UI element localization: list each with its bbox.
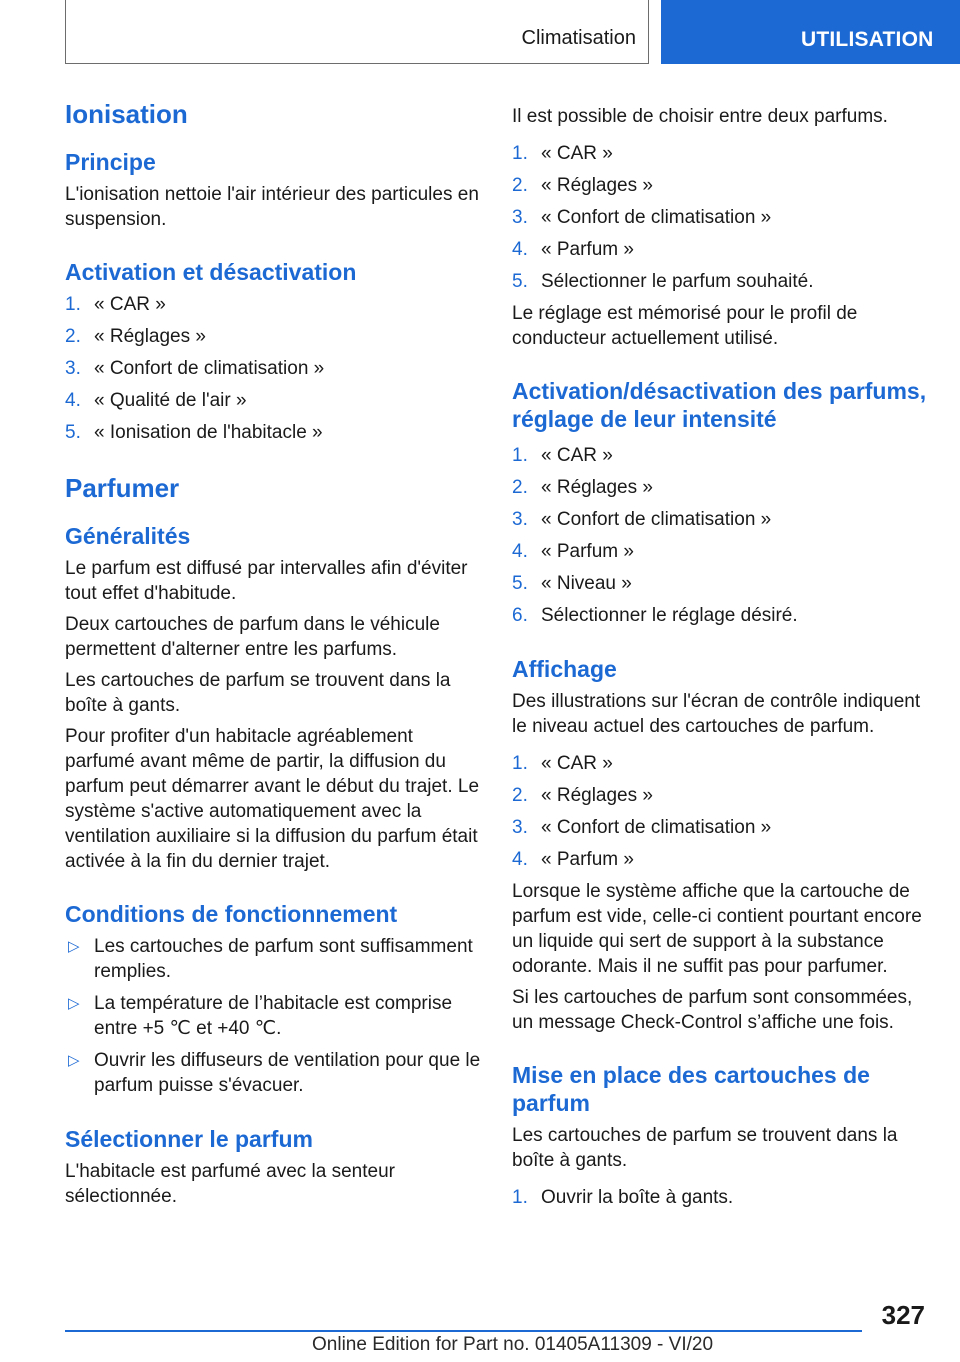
step-item bbox=[65, 292, 481, 317]
mise-heading: Mise en place des cartouches de parfum bbox=[512, 1062, 870, 1116]
ionisation-heading: Ionisation bbox=[65, 99, 188, 129]
step-item bbox=[512, 539, 932, 564]
generalites-heading: Généralités bbox=[65, 523, 191, 549]
item-text: Les cartouches de parfum sont suffisamment remplies. bbox=[94, 936, 473, 982]
step-number: 5. bbox=[512, 573, 528, 594]
item-text: « Confort de climatisation » bbox=[94, 358, 325, 379]
generalites-text-2: Deux cartouches de parfum dans le véhicule permettent d'alterner entre les parfums. bbox=[65, 614, 440, 660]
bullet-item bbox=[65, 1048, 481, 1098]
item-text: « Confort de climatisation » bbox=[541, 207, 772, 228]
step-item bbox=[512, 507, 932, 532]
item-text: « Qualité de l'air » bbox=[94, 390, 247, 411]
step-item bbox=[512, 237, 932, 262]
item-text: « Réglages » bbox=[541, 477, 653, 498]
item-text: Ouvrir la boîte à gants. bbox=[541, 1187, 734, 1208]
step-number: 1. bbox=[512, 1187, 528, 1208]
footer-edition-text: Online Edition for Part no. 01405A11309 - VI/20 bbox=[312, 1334, 714, 1355]
item-text: « Ionisation de l'habitacle » bbox=[94, 422, 323, 443]
triangle-bullet-icon: ▷ bbox=[68, 938, 80, 955]
step-number: 1. bbox=[512, 143, 528, 164]
step-number: 3. bbox=[512, 207, 528, 228]
intensity-steps bbox=[512, 443, 932, 628]
selection-text: L'habitacle est parfumé avec la senteur sélectionnée. bbox=[65, 1161, 395, 1207]
item-text: La température de l’habitacle est comprise entre +5 ℃ et +40 ℃. bbox=[94, 993, 453, 1039]
item-text: « CAR » bbox=[541, 143, 613, 164]
bullet-item bbox=[65, 991, 481, 1041]
step-item bbox=[65, 388, 481, 413]
step-number: 2. bbox=[512, 477, 528, 498]
affichage-heading: Affichage bbox=[512, 656, 617, 682]
conditions-heading: Conditions de fonctionnement bbox=[65, 901, 398, 927]
step-item bbox=[512, 1185, 932, 1210]
item-text: « Confort de climatisation » bbox=[541, 817, 772, 838]
item-text: « CAR » bbox=[541, 753, 613, 774]
right-column bbox=[512, 104, 932, 1217]
step-number: 5. bbox=[65, 422, 81, 443]
step-number: 1. bbox=[512, 445, 528, 466]
choice-steps bbox=[512, 141, 932, 294]
choice-intro-text: Il est possible de choisir entre deux parfums. bbox=[512, 106, 888, 127]
triangle-bullet-icon: ▷ bbox=[68, 1052, 80, 1069]
bullet-item bbox=[65, 934, 481, 984]
parfumer-heading: Parfumer bbox=[65, 473, 180, 503]
step-item bbox=[512, 751, 932, 776]
step-item bbox=[512, 173, 932, 198]
item-text: « Parfum » bbox=[541, 239, 634, 260]
affichage-text-2: Lorsque le système affiche que la cartouche de parfum est vide, celle-ci contient pourtant encore un liquide qui sert de support à la substance odorante. Mais il ne suffit pas pour parfumer. bbox=[512, 881, 922, 977]
item-text: « Réglages » bbox=[541, 785, 653, 806]
step-item bbox=[512, 443, 932, 468]
mise-steps bbox=[512, 1185, 932, 1210]
item-text: « CAR » bbox=[541, 445, 613, 466]
item-text: « Parfum » bbox=[541, 541, 634, 562]
step-item bbox=[65, 356, 481, 381]
step-item bbox=[512, 571, 932, 596]
page-number: 327 bbox=[881, 1300, 925, 1330]
step-number: 6. bbox=[512, 605, 528, 626]
item-text: « CAR » bbox=[94, 294, 166, 315]
affichage-text: Des illustrations sur l'écran de contrôle indiquent le niveau actuel des cartouches de parfum. bbox=[512, 691, 921, 737]
principe-text: L'ionisation nettoie l'air intérieur des particules en suspension. bbox=[65, 184, 479, 230]
step-number: 3. bbox=[512, 817, 528, 838]
header-section-title: Climatisation bbox=[521, 27, 636, 49]
item-text: « Parfum » bbox=[541, 849, 634, 870]
step-item bbox=[512, 141, 932, 166]
step-number: 4. bbox=[65, 390, 81, 411]
step-number: 3. bbox=[65, 358, 81, 379]
generalites-text-4: Pour profiter d'un habitacle agréablement parfumé avant même de partir, la diffusion du parfum peut démarrer avant le début du trajet. Le système s'active automatiquement avec la ventilation auxiliaire si la diffusion du parfum était activée à la fin du dernier trajet. bbox=[65, 726, 480, 872]
activation-heading: Activation et désactivation bbox=[65, 259, 357, 285]
selection-heading: Sélectionner le parfum bbox=[65, 1126, 313, 1152]
item-text: Sélectionner le réglage désiré. bbox=[541, 605, 798, 626]
intensity-heading: Activation/désactivation des parfums, réglage de leur intensité bbox=[512, 378, 927, 432]
step-item bbox=[512, 815, 932, 840]
item-text: « Réglages » bbox=[541, 175, 653, 196]
step-item bbox=[512, 269, 932, 294]
step-number: 4. bbox=[512, 849, 528, 870]
item-text: Ouvrir les diffuseurs de ventilation pour que le parfum puisse s'évacuer. bbox=[94, 1050, 481, 1096]
step-item bbox=[512, 603, 932, 628]
step-number: 4. bbox=[512, 541, 528, 562]
step-number: 3. bbox=[512, 509, 528, 530]
footer-divider bbox=[65, 1330, 862, 1332]
mise-text: Les cartouches de parfum se trouvent dans la boîte à gants. bbox=[512, 1125, 898, 1171]
activation-steps bbox=[65, 292, 481, 445]
generalites-text-1: Le parfum est diffusé par intervalles afin d'éviter tout effet d'habitude. bbox=[65, 558, 468, 604]
step-number: 2. bbox=[65, 326, 81, 347]
step-item bbox=[65, 420, 481, 445]
header-section-box bbox=[65, 0, 649, 64]
step-number: 1. bbox=[512, 753, 528, 774]
step-item bbox=[512, 205, 932, 230]
step-number: 1. bbox=[65, 294, 81, 315]
step-number: 5. bbox=[512, 271, 528, 292]
left-column bbox=[65, 98, 481, 1215]
generalites-text-3: Les cartouches de parfum se trouvent dans la boîte à gants. bbox=[65, 670, 451, 716]
memo-text: Le réglage est mémorisé pour le profil de conducteur actuellement utilisé. bbox=[512, 303, 858, 349]
step-item bbox=[512, 847, 932, 872]
principe-heading: Principe bbox=[65, 149, 156, 175]
step-number: 2. bbox=[512, 175, 528, 196]
item-text: « Confort de climatisation » bbox=[541, 509, 772, 530]
step-number: 4. bbox=[512, 239, 528, 260]
step-number: 2. bbox=[512, 785, 528, 806]
step-item bbox=[512, 475, 932, 500]
step-item bbox=[512, 783, 932, 808]
item-text: « Niveau » bbox=[541, 573, 632, 594]
affichage-steps bbox=[512, 751, 932, 872]
step-item bbox=[65, 324, 481, 349]
header-chapter-tab: UTILISATION bbox=[661, 0, 960, 64]
conditions-list bbox=[65, 934, 481, 1098]
item-text: Sélectionner le parfum souhaité. bbox=[541, 271, 814, 292]
item-text: « Réglages » bbox=[94, 326, 206, 347]
affichage-text-3: Si les cartouches de parfum sont consommées, un message Check-Control s’affiche une fois. bbox=[512, 987, 913, 1033]
triangle-bullet-icon: ▷ bbox=[68, 995, 80, 1012]
